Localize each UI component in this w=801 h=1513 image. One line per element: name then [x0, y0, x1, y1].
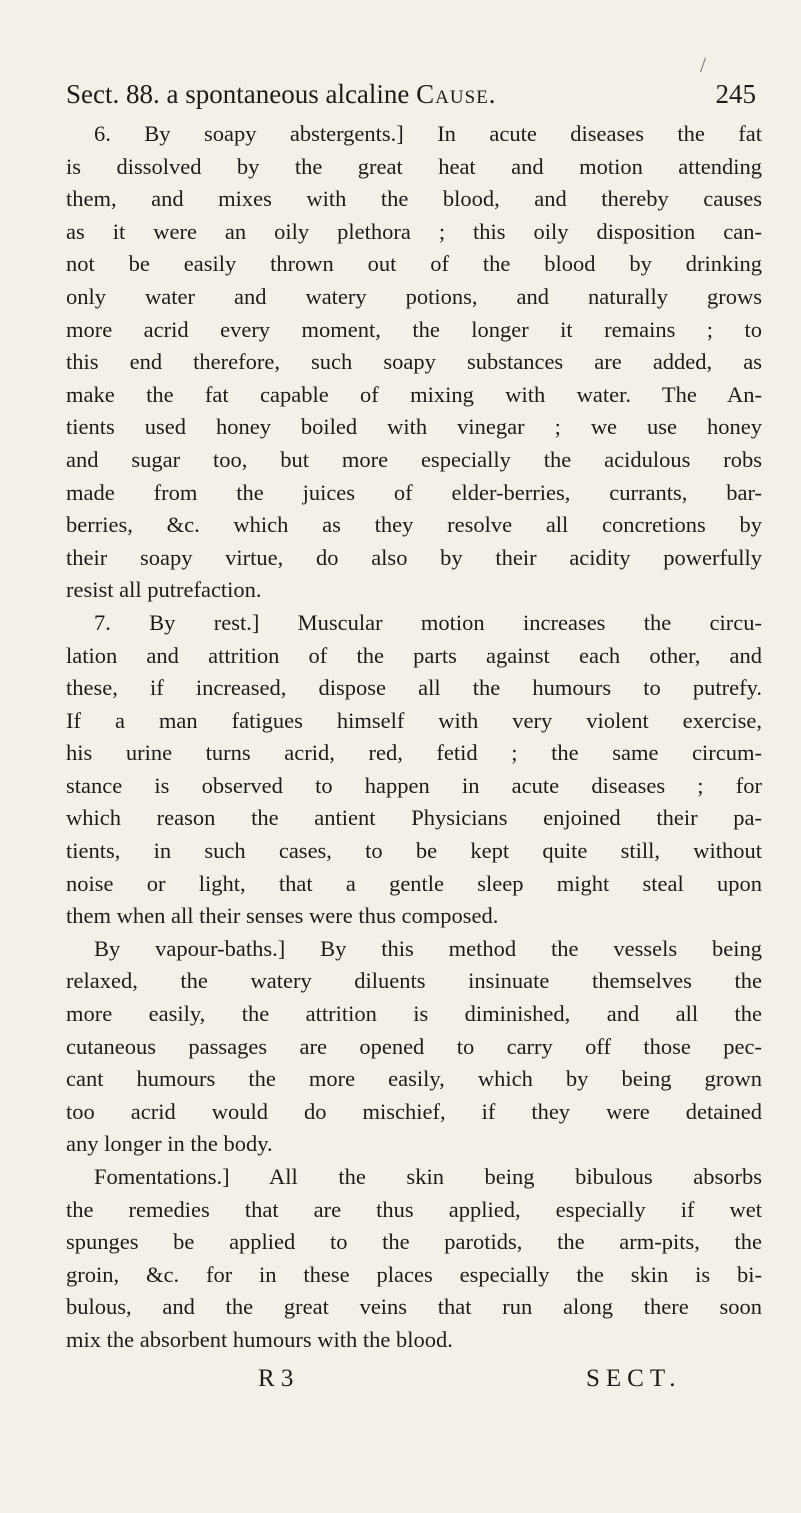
- text-line: Fomentations.] All the skin being bibulous absorbs: [94, 1164, 762, 1189]
- text-line: groin, &c. for in these places especially the skin is bi-: [66, 1261, 762, 1287]
- text-line: these, if increased, dispose all the humours to putrefy.: [66, 675, 762, 701]
- text-line: any longer in the body.: [66, 1131, 273, 1157]
- text-line: tients used honey boiled with vinegar ; we use honey: [66, 414, 762, 440]
- text-line: 7. By rest.] Muscular motion increases the circu-: [94, 609, 762, 635]
- text-line: If a man fatigues himself with very violent exercise,: [66, 707, 762, 733]
- text-line: 6. By soapy abstergents.] In acute diseases the fat: [94, 121, 762, 146]
- text-line: tients, in such cases, to be kept quite still, without: [66, 838, 762, 864]
- text-line: the remedies that are thus applied, especially if wet: [66, 1196, 762, 1222]
- section-number: Sect. 88.: [66, 79, 160, 109]
- text-line: too acrid would do mischief, if they were detained: [66, 1098, 762, 1124]
- text-line: only water and watery potions, and naturally grows: [66, 283, 762, 309]
- page-number: 245: [715, 79, 756, 109]
- text-line: berries, &c. which as they resolve all concretions by: [66, 512, 762, 538]
- text-line: not be easily thrown out of the blood by drinking: [66, 251, 762, 277]
- text-line: and sugar too, but more especially the acidulous robs: [66, 446, 762, 472]
- text-line: resist all putrefaction.: [66, 577, 262, 603]
- text-line: lation and attrition of the parts against each other, and: [66, 642, 762, 668]
- text-line: noise or light, that a gentle sleep might steal upon: [66, 870, 762, 896]
- text-line: their soapy virtue, do also by their acidity powerfully: [66, 544, 762, 570]
- text-line: relaxed, the watery diluents insinuate themselves the: [66, 968, 762, 994]
- signature-mark: R 3: [258, 1365, 294, 1392]
- header-title-lead: a spontaneous alcaline: [166, 79, 410, 109]
- text-line: cutaneous passages are opened to carry off those pec-: [66, 1033, 762, 1059]
- text-line: which reason the antient Physicians enjoined their pa-: [66, 805, 762, 831]
- header-title-caps: Cause.: [416, 79, 497, 109]
- text-line: make the fat capable of mixing with water. The An-: [66, 381, 762, 407]
- catchword: SECT.: [586, 1365, 682, 1392]
- text-line: more easily, the attrition is diminished, and all the: [66, 1001, 762, 1027]
- text-line: mix the absorbent humours with the blood.: [66, 1326, 453, 1352]
- text-line: cant humours the more easily, which by being grown: [66, 1066, 762, 1092]
- text-line: made from the juices of elder-berries, currants, bar-: [66, 479, 762, 505]
- text-line: as it were an oily plethora ; this oily disposition can-: [66, 218, 762, 244]
- text-line: is dissolved by the great heat and motion attending: [66, 153, 762, 179]
- text-line: this end therefore, such soapy substances are added, as: [66, 349, 762, 375]
- body-text: [66, 118, 762, 1357]
- text-line: By vapour-baths.] By this method the vessels being: [94, 935, 762, 961]
- text-line: spunges be applied to the parotids, the arm-pits, the: [66, 1229, 762, 1255]
- text-line: them when all their senses were thus composed.: [66, 903, 499, 929]
- text-line: his urine turns acrid, red, fetid ; the same circum-: [66, 740, 762, 766]
- text-line: more acrid every moment, the longer it remains ; to: [66, 316, 762, 342]
- margin-mark: /: [700, 52, 707, 77]
- text-line: stance is observed to happen in acute diseases ; for: [66, 772, 762, 798]
- text-line: bulous, and the great veins that run along there soon: [66, 1294, 762, 1320]
- text-line: them, and mixes with the blood, and thereby causes: [66, 186, 762, 212]
- running-header: [66, 78, 756, 110]
